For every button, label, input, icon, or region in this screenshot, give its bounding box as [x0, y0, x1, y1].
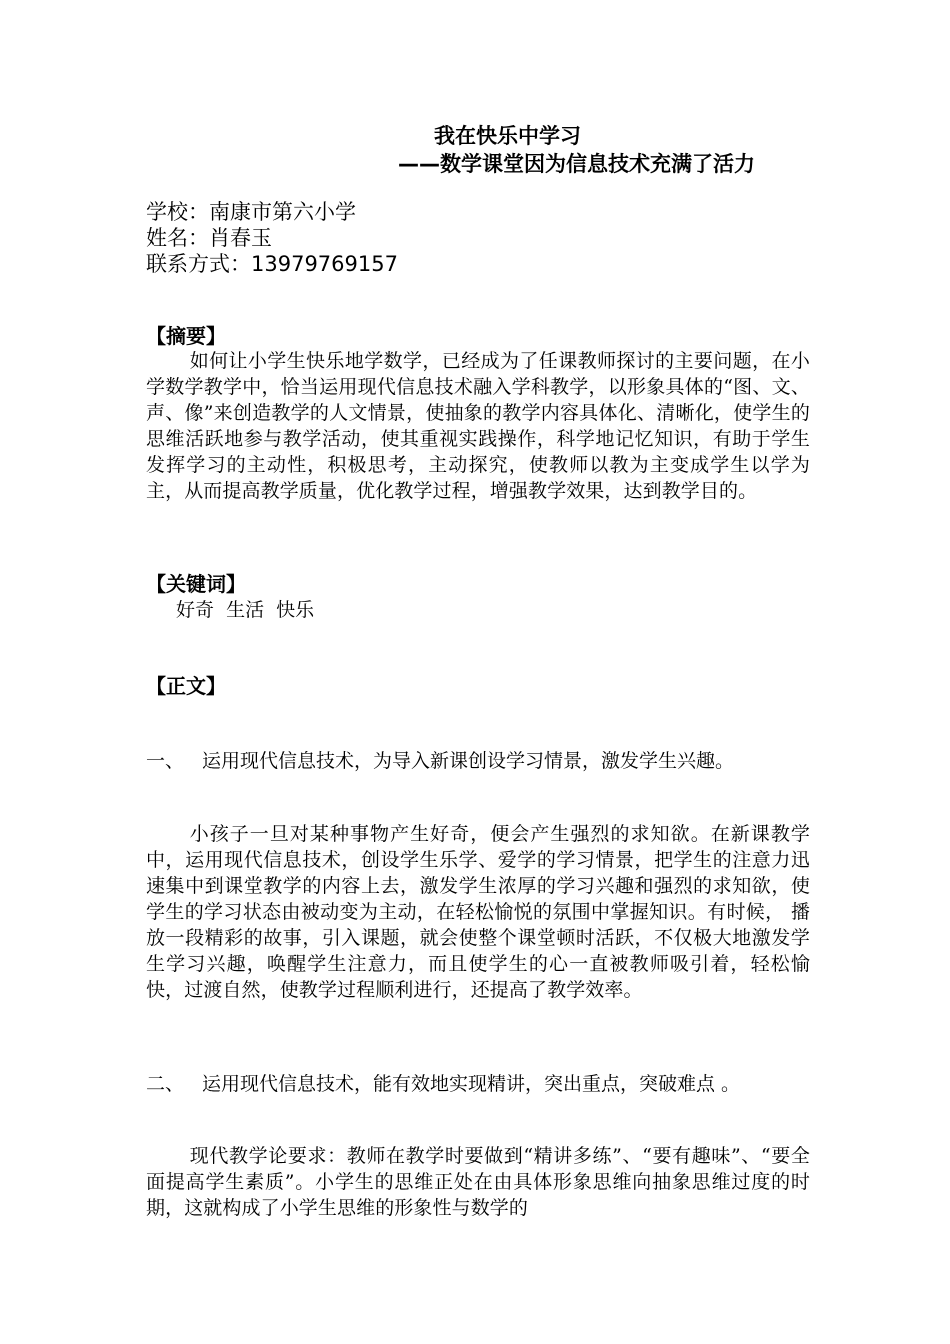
keywords-heading: 【关键词】	[146, 572, 246, 596]
keywords-list: 好奇 生活 快乐	[176, 599, 315, 621]
name-line: 姓名：肖春玉	[146, 226, 272, 250]
document-subtitle: ——数学课堂因为信息技术充满了活力	[398, 152, 755, 176]
abstract-paragraph: 如何让小学生快乐地学数学，已经成为了任课教师探讨的主要问题，在小学数学教学中，恰当运用现代信息技术融入学科教学，以形象具体的“图、文、声、像”来创造教学的人文情景，使抽象的教学内容具体化、清晰化，使学生的思维活跃地参与教学活动，使其重视实践操作，科学地记忆知识，有助于学生发挥学习的主动性，积极思考，主动探究，使教师以教为主变成学生以学为主，从而提高教学质量，优化教学过程，增强教学效果，达到教学目的。	[146, 350, 810, 502]
section-1-paragraph: 小孩子一旦对某种事物产生好奇，便会产生强烈的求知欲。在新课教学中，运用现代信息技术，创设学生乐学、爱学的学习情景，把学生的注意力迅速集中到课堂教学的内容上去，激发学生浓厚的学习兴趣和强烈的求知欲，使学生的学习状态由被动变为主动，在轻松愉悦的氛围中掌握知识。有时候， 播放一段精彩的故事，引入课题，就会使整个课堂顿时活跃，不仅极大地激发学生学习兴趣，唤醒学生注意力，而且使学生的心一直被教师吸引着，轻松愉快，过渡自然，使教学过程顺利进行，还提高了教学效率。	[146, 823, 810, 1001]
section-2-number: 二、	[146, 1073, 185, 1095]
section-1-title	[146, 748, 734, 774]
section-2-title	[146, 1071, 740, 1097]
section-2-paragraph: 现代教学论要求：教师在教学时要做到“精讲多练”、“要有趣味”、“要全面提高学生素质”。小学生的思维正处在由具体形象思维向抽象思维过度的时期，这就构成了小学生思维的形象性与数学的	[146, 1145, 810, 1219]
school-line: 学校：南康市第六小学	[146, 200, 356, 224]
contact-line: 联系方式：13979769157	[146, 252, 398, 276]
section-1-number: 一、	[146, 750, 185, 772]
abstract-heading: 【摘要】	[146, 324, 226, 348]
author-info	[146, 199, 398, 277]
document-title: 我在快乐中学习	[434, 124, 581, 148]
section-1-title-text: 运用现代信息技术，为导入新课创设学习情景，激发学生兴趣。	[202, 750, 735, 772]
section-2-title-text: 运用现代信息技术，能有效地实现精讲，突出重点，突破难点 。	[202, 1073, 741, 1095]
body-heading: 【正文】	[146, 674, 226, 698]
